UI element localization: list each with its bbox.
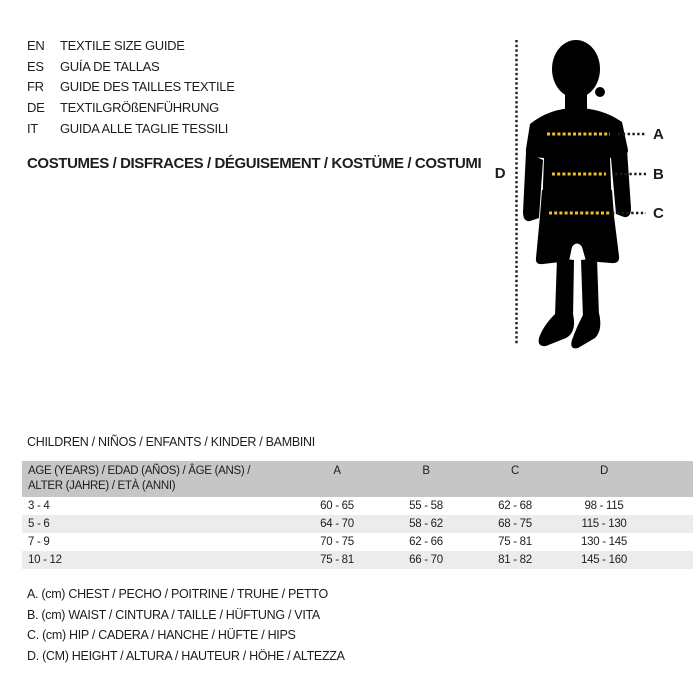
height-cell: 130 - 145	[581, 536, 627, 548]
label-d: D	[494, 165, 506, 182]
column-header-a: A	[333, 465, 341, 477]
lang-label: GUIDA ALLE TAGLIE TESSILI	[60, 120, 229, 136]
age-column-header	[22, 461, 292, 494]
column-header-b: B	[422, 465, 430, 477]
age-cell: 3 - 4	[28, 500, 50, 512]
column-header-d: D	[599, 465, 608, 477]
waist-cell: 55 - 58	[409, 500, 443, 512]
age-cell: 7 - 9	[28, 536, 50, 548]
hip-cell: 81 - 82	[498, 554, 532, 566]
lang-code: EN	[27, 38, 45, 53]
legend-line-waist: B. (cm) WAIST / CINTURA / TAILLE / HÜFTUNG / VITA	[27, 607, 320, 622]
child-silhouette-icon	[523, 40, 631, 348]
table-row	[22, 497, 693, 515]
measurement-legend	[27, 584, 345, 666]
label-a: A	[653, 126, 664, 143]
waist-cell: 66 - 70	[409, 554, 443, 566]
lang-label: GUÍA DE TALLAS	[60, 58, 160, 74]
age-header-line1: AGE (YEARS) / EDAD (AÑOS) / ÂGE (ANS) /	[28, 465, 251, 477]
lang-row-de	[27, 98, 235, 119]
language-list	[27, 36, 235, 139]
table-row	[22, 515, 693, 533]
category-title: COSTUMES / DISFRACES / DÉGUISEMENT / KOSTÜME / COSTUMI	[27, 155, 482, 172]
lang-code: DE	[27, 100, 45, 116]
lang-row-fr	[27, 77, 235, 98]
hip-cell: 68 - 75	[498, 518, 532, 530]
label-b: B	[653, 166, 664, 183]
height-cell: 98 - 115	[584, 500, 624, 512]
table-row	[22, 533, 693, 551]
lang-label: GUIDE DES TAILLES TEXTILE	[60, 79, 235, 95]
lang-row-en	[27, 36, 235, 57]
lang-code: ES	[27, 58, 44, 74]
legend-line-height: D. (CM) HEIGHT / ALTURA / HAUTEUR / HÖHE / ALTEZZA	[27, 648, 345, 663]
hip-cell: 62 - 68	[498, 500, 532, 512]
hip-cell: 75 - 81	[498, 536, 532, 548]
legend-line-hip: C. (cm) HIP / CADERA / HANCHE / HÜFTE / HIPS	[27, 628, 296, 643]
lang-row-it	[27, 119, 235, 140]
height-cell: 115 - 130	[581, 518, 627, 530]
waist-cell: 58 - 62	[409, 518, 443, 530]
lang-label: TEXTILE SIZE GUIDE	[60, 38, 185, 53]
section-heading-children: CHILDREN / NIÑOS / ENFANTS / KINDER / BAMBINI	[27, 435, 315, 449]
height-cell: 145 - 160	[581, 554, 627, 566]
table-header-row	[22, 461, 693, 497]
lang-label: TEXTILGRÖßENFÜHRUNG	[60, 100, 219, 116]
chest-cell: 75 - 81	[320, 554, 354, 566]
legend-line-chest: A. (cm) CHEST / PECHO / POITRINE / TRUHE / PETTO	[27, 587, 328, 601]
age-cell: 10 - 12	[28, 554, 62, 566]
lang-code: IT	[27, 120, 38, 136]
chest-cell: 70 - 75	[320, 536, 354, 548]
age-header-line2: ALTER (JAHRE) / ETÀ (ANNI)	[28, 480, 176, 492]
label-c: C	[653, 205, 664, 222]
lang-code: FR	[27, 79, 44, 95]
age-cell: 5 - 6	[28, 518, 50, 530]
table-row	[22, 551, 693, 569]
chest-cell: 60 - 65	[320, 500, 354, 512]
measurement-diagram	[460, 20, 700, 355]
lang-row-es	[27, 57, 235, 78]
size-table	[22, 461, 693, 569]
chest-cell: 64 - 70	[320, 518, 354, 530]
column-header-c: C	[510, 465, 519, 477]
waist-cell: 62 - 66	[409, 536, 443, 548]
